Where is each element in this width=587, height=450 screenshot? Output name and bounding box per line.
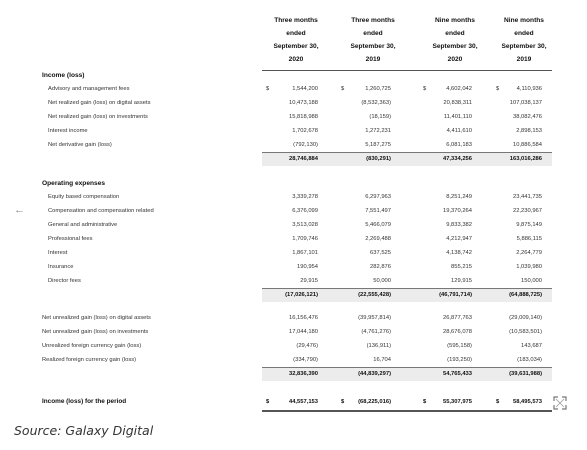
table-row [0, 339, 587, 353]
currency-symbol: $ [341, 399, 345, 405]
value-cell: 3,513,028 [292, 222, 318, 228]
table-row [0, 232, 587, 246]
column-header: Three months ended September 30, 2019 [350, 17, 396, 63]
table-row [0, 82, 587, 96]
value-cell: 129,915 [451, 278, 472, 284]
row-label: Income (loss) for the period [42, 398, 127, 405]
value-cell: 4,110,936 [516, 86, 542, 92]
row-label: Net realized gain (loss) on digital assets [48, 100, 151, 106]
value-cell: 26,877,763 [442, 315, 472, 321]
row-label: Net derivative gain (loss) [48, 142, 112, 148]
value-cell: 2,898,153 [516, 128, 542, 134]
value-cell: 6,081,183 [446, 142, 472, 148]
row-label: Professional fees [48, 236, 93, 242]
row-label: General and administrative [48, 222, 118, 228]
table-row [0, 325, 587, 339]
value-cell: (29,009,140) [509, 315, 542, 321]
value-cell: 44,557,153 [288, 399, 318, 405]
value-cell: (792,130) [293, 142, 318, 148]
table-row [0, 274, 587, 288]
value-cell: 9,875,149 [516, 222, 542, 228]
expand-icon[interactable] [553, 396, 567, 410]
value-cell: (17,026,121) [285, 292, 318, 298]
value-cell: 19,370,264 [442, 208, 472, 214]
value-cell: 1,260,725 [365, 86, 391, 92]
value-cell: 6,376,099 [292, 208, 318, 214]
header-divider [262, 70, 552, 71]
expenses-section-title: Operating expenses [42, 180, 106, 187]
value-cell: 1,544,200 [292, 86, 318, 92]
value-cell: 1,272,231 [365, 128, 391, 134]
value-cell: (8,532,363) [361, 100, 391, 106]
value-cell: 2,264,779 [516, 250, 542, 256]
row-label: Equity based compensation [48, 194, 120, 200]
value-cell: 2,269,488 [365, 236, 391, 242]
currency-symbol: $ [496, 399, 500, 405]
row-label: Net realized gain (loss) on investments [48, 114, 148, 120]
value-cell: 7,551,497 [365, 208, 391, 214]
value-cell: 5,187,275 [365, 142, 391, 148]
row-label: Net unrealized gain (loss) on digital assets [42, 315, 151, 321]
row-label: Net unrealized gain (loss) on investments [42, 329, 149, 335]
row-label: Interest income [48, 128, 88, 134]
value-cell: 16,704 [373, 357, 391, 363]
source-caption: Source: Galaxy Digital [14, 423, 154, 438]
value-cell: 6,297,963 [365, 194, 391, 200]
row-label: Compensation and compensation related [48, 208, 154, 214]
value-cell: (39,631,988) [509, 371, 542, 377]
table-row [0, 124, 587, 138]
table-row [0, 218, 587, 232]
value-cell: 29,915 [300, 278, 318, 284]
double-underline [262, 410, 552, 412]
value-cell: 1,709,746 [292, 236, 318, 242]
currency-symbol: $ [423, 86, 427, 92]
value-cell: (39,957,814) [358, 315, 391, 321]
value-cell: (136,911) [366, 343, 391, 349]
value-cell: 50,000 [373, 278, 391, 284]
value-cell: 5,466,079 [365, 222, 391, 228]
value-cell: 8,251,249 [446, 194, 472, 200]
subtotal-row [0, 288, 587, 302]
value-cell: 47,334,256 [442, 156, 472, 162]
table-row [0, 260, 587, 274]
table-row [0, 311, 587, 325]
value-cell: (64,888,725) [509, 292, 542, 298]
currency-symbol: $ [423, 399, 427, 405]
value-cell: 15,818,988 [288, 114, 318, 120]
value-cell: 38,082,476 [512, 114, 542, 120]
value-cell: (46,791,714) [439, 292, 472, 298]
table-row [0, 190, 587, 204]
table-row [0, 96, 587, 110]
value-cell: 10,473,188 [288, 100, 318, 106]
table-row [0, 353, 587, 367]
value-cell: 17,044,180 [288, 329, 318, 335]
value-cell: 150,000 [521, 278, 542, 284]
value-cell: 190,954 [297, 264, 318, 270]
value-cell: (830,291) [366, 156, 391, 162]
table-row [0, 110, 587, 124]
value-cell: (68,225,016) [358, 399, 391, 405]
value-cell: 1,039,980 [516, 264, 542, 270]
value-cell: 4,602,042 [446, 86, 472, 92]
value-cell: 10,886,584 [512, 142, 542, 148]
row-label: Advisory and management fees [48, 86, 130, 92]
value-cell: 20,838,311 [443, 100, 472, 106]
value-cell: (22,555,428) [358, 292, 391, 298]
row-label: Insurance [48, 264, 74, 270]
column-header: Nine months ended September 30, 2019 [501, 17, 547, 63]
currency-symbol: $ [266, 399, 270, 405]
table-row [0, 204, 587, 218]
value-cell: 55,307,975 [442, 399, 472, 405]
value-cell: 11,401,110 [443, 114, 472, 120]
value-cell: (4,761,276) [361, 329, 391, 335]
value-cell: 23,441,735 [512, 194, 542, 200]
value-cell: 28,746,884 [288, 156, 318, 162]
currency-symbol: $ [496, 86, 500, 92]
value-cell: 32,836,390 [288, 371, 318, 377]
table-row [0, 246, 587, 260]
currency-symbol: $ [341, 86, 345, 92]
row-label: Realized foreign currency gain (loss) [42, 357, 137, 363]
value-cell: 5,886,115 [516, 236, 542, 242]
value-cell: 163,016,286 [509, 156, 542, 162]
value-cell: (595,158) [447, 343, 472, 349]
value-cell: 143,687 [521, 343, 542, 349]
subtotal-row [0, 152, 587, 166]
value-cell: 4,411,610 [446, 128, 472, 134]
value-cell: (18,159) [369, 114, 391, 120]
subtotal-row [0, 367, 587, 381]
value-cell: 3,339,278 [292, 194, 318, 200]
column-header: Three months ended September 30, 2020 [273, 17, 319, 63]
income-section-title: Income (loss) [42, 72, 85, 79]
value-cell: 855,215 [451, 264, 472, 270]
value-cell: 58,495,573 [512, 399, 542, 405]
row-label: Unrealized foreign currency gain (loss) [42, 343, 142, 349]
value-cell: (10,583,501) [509, 329, 542, 335]
value-cell: 637,525 [370, 250, 391, 256]
value-cell: (334,790) [293, 357, 318, 363]
value-cell: (44,839,297) [358, 371, 391, 377]
value-cell: (193,250) [447, 357, 472, 363]
value-cell: 1,702,678 [292, 128, 318, 134]
value-cell: 4,138,742 [446, 250, 472, 256]
table-row [0, 138, 587, 152]
value-cell: 1,867,101 [292, 250, 318, 256]
value-cell: 107,038,137 [509, 100, 542, 106]
value-cell: 22,230,967 [512, 208, 542, 214]
table-row [0, 395, 587, 409]
value-cell: (29,476) [296, 343, 318, 349]
value-cell: 282,876 [370, 264, 391, 270]
value-cell: 4,212,947 [446, 236, 472, 242]
column-header: Nine months ended September 30, 2020 [432, 17, 478, 63]
row-label: Director fees [48, 278, 81, 284]
value-cell: 16,156,476 [288, 315, 318, 321]
value-cell: (183,034) [517, 357, 542, 363]
value-cell: 28,676,078 [442, 329, 472, 335]
back-arrow-icon[interactable]: ← [14, 204, 25, 216]
value-cell: 9,833,382 [446, 222, 472, 228]
row-label: Interest [48, 250, 68, 256]
currency-symbol: $ [266, 86, 270, 92]
value-cell: 54,765,433 [442, 371, 472, 377]
